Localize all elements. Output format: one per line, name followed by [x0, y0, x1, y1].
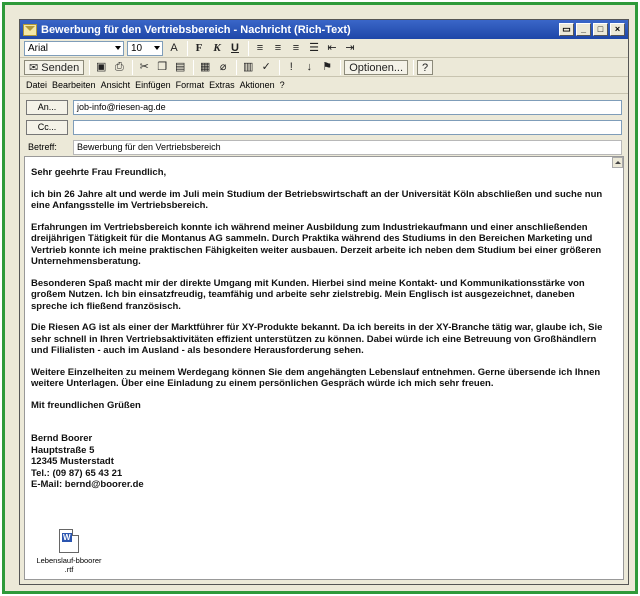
signature-street: Hauptstraße 5 [31, 444, 95, 456]
menu-extras[interactable]: Extras [209, 80, 235, 90]
bullet-list-icon[interactable]: ☰ [309, 41, 319, 54]
word-document-icon [59, 529, 79, 553]
menu-ansicht[interactable]: Ansicht [100, 80, 131, 90]
font-size-value: 10 [131, 42, 143, 54]
greeting: Sehr geehrte Frau Freundlich, [31, 167, 167, 178]
subject-label: Betreff: [28, 142, 57, 152]
options-button[interactable]: Optionen... [344, 60, 408, 75]
menu-format[interactable]: Format [175, 80, 205, 90]
toolbar-separator [248, 41, 249, 56]
send-button[interactable] [24, 60, 84, 75]
toolbar-separator [132, 60, 133, 75]
message-envelope-icon [23, 24, 37, 36]
align-center-icon[interactable]: ≡ [274, 41, 282, 54]
message-header [20, 94, 628, 156]
high-importance-icon[interactable]: ! [289, 60, 293, 73]
send-envelope-icon: ✉ [29, 61, 42, 74]
body-paragraph: Besonderen Spaß macht mir der direkte Umgang mit Kunden. Hierbei sind meine Kontakt- und Kommunikationsstärke von großem Nutzen. Ich bin einsatzfreudig, teamfähig und arbeite sehr zielstrebig. Mein Englisch ist ausgezeichnet, daneben spreche ich fließend französisch. [31, 277, 585, 312]
decrease-indent-icon[interactable]: ⇤ [327, 41, 337, 54]
signature-name: Bernd Boorer [31, 433, 93, 444]
toolbar-separator [413, 60, 414, 75]
message-window [19, 19, 629, 585]
title-bar[interactable] [20, 20, 628, 39]
cut-icon[interactable]: ✂ [139, 60, 149, 73]
font-size-select[interactable] [127, 41, 163, 56]
subject-row [26, 138, 622, 156]
font-select[interactable] [24, 41, 124, 56]
cc-button[interactable]: Cc... [26, 120, 68, 135]
restore-layout-button[interactable]: ▭ [559, 23, 574, 36]
menu-help[interactable]: ? [279, 80, 285, 90]
insert-file-icon[interactable]: ▦ [200, 60, 211, 73]
help-button[interactable]: ? [417, 60, 433, 75]
standard-toolbar [20, 58, 628, 77]
maximize-button[interactable]: □ [593, 23, 608, 36]
closing: Mit freundlichen Grüßen [31, 399, 141, 411]
menu-bearbeiten[interactable]: Bearbeiten [52, 80, 96, 90]
body-paragraph: Die Riesen AG ist als einer der Marktführer für XY-Produkte bekannt. Da ich bereits in der XY-Branche tätig war, glaube ich, Sie sehr schnell in Ihren Vertriebsaktivitäten effizient unterstützen zu können. Dabei würde ich eine Betreuung von Großhändlern und Filialisten - auch im Ausland - als besondere Herausforderung sehen. [31, 322, 603, 356]
chevron-down-icon [115, 46, 121, 50]
signature [31, 433, 611, 491]
body-paragraph: Erfahrungen im Vertriebsbereich konnte ich während meiner Ausbildung zum Industriekaufmann und einer anschließenden dreijährigen Tätigkeit für die Montanus AG sammeln. Durch Praktika während des Studiums in den Bereichen Marketing und Vertrieb konnte ich meine praktischen Fähigkeiten weiter ausbauen. Derzeit arbeite ich neben dem Studium bei einer größeren Unternehmensberatung. [31, 221, 602, 267]
to-field[interactable]: job-info@riesen-ag.de [73, 100, 622, 115]
cc-field[interactable] [73, 120, 622, 135]
font-color-icon[interactable]: A [170, 41, 178, 54]
outer-frame [2, 2, 638, 594]
to-row [26, 98, 622, 116]
address-book-icon[interactable]: ▥ [243, 60, 254, 73]
italic-button[interactable]: K [213, 41, 221, 54]
cc-row [26, 118, 622, 136]
attachment-name: Lebenslauf-bboorer [36, 556, 102, 565]
align-right-icon[interactable]: ≡ [292, 41, 300, 54]
chevron-down-icon [154, 46, 160, 50]
scroll-up-arrow[interactable] [612, 157, 623, 168]
flag-icon[interactable]: ⚑ [322, 60, 333, 73]
body-paragraph: Weitere Einzelheiten zu meinem Werdegang können Sie dem angehängten Lebenslauf entnehmen. Gerne übersende ich Ihnen weitere Unterlagen. Über eine Einladung zu einem persönlichen Gespräch würde ich mich sehr freuen. [31, 366, 601, 389]
toolbar-separator [279, 60, 280, 75]
attachment-extension: .rtf [64, 565, 74, 574]
toolbar-separator [187, 41, 188, 56]
body-text [31, 167, 611, 491]
paste-icon[interactable]: ▤ [175, 60, 186, 73]
close-button[interactable]: × [610, 23, 625, 36]
bold-button[interactable]: F [195, 41, 203, 54]
print-icon[interactable]: ⎙ [114, 60, 124, 73]
toolbar-separator [340, 60, 341, 75]
message-body[interactable] [24, 156, 624, 580]
body-paragraph: ich bin 26 Jahre alt und werde im Juli mein Studium der Betriebswirtschaft an der Universität Köln abschließen und suche nun eine Anfangsstelle im Vertriebsbereich. [31, 188, 603, 211]
signature-city: 12345 Musterstadt [31, 456, 114, 467]
toolbar-separator [236, 60, 237, 75]
align-left-icon[interactable]: ≡ [256, 41, 264, 54]
menu-bar [20, 77, 628, 94]
menu-aktionen[interactable]: Aktionen [239, 80, 275, 90]
low-importance-icon[interactable]: ↓ [306, 60, 312, 73]
signature-email: E-Mail: bernd@boorer.de [31, 479, 144, 490]
minimize-button[interactable]: _ [576, 23, 591, 36]
to-button[interactable]: An... [26, 100, 68, 115]
save-icon[interactable]: ▣ [96, 60, 107, 73]
attachment[interactable] [29, 529, 109, 574]
menu-einfuegen[interactable]: Einfügen [135, 80, 171, 90]
window-title: Bewerbung für den Vertriebsbereich - Nachricht (Rich-Text) [41, 23, 351, 36]
copy-icon[interactable]: ❐ [157, 60, 168, 73]
format-toolbar [20, 39, 628, 58]
send-label: Senden [41, 61, 80, 74]
increase-indent-icon[interactable]: ⇥ [345, 41, 355, 54]
font-select-value: Arial [28, 42, 49, 54]
subject-field[interactable]: Bewerbung für den Vertriebsbereich [73, 140, 622, 155]
toolbar-separator [89, 60, 90, 75]
signature-phone: Tel.: (09 87) 65 43 21 [31, 467, 123, 479]
menu-datei[interactable]: Datei [26, 80, 48, 90]
check-names-icon[interactable]: ✓ [261, 60, 271, 73]
attach-paperclip-icon[interactable]: ⌀ [219, 60, 227, 73]
toolbar-separator [193, 60, 194, 75]
underline-button[interactable]: U [231, 41, 239, 54]
